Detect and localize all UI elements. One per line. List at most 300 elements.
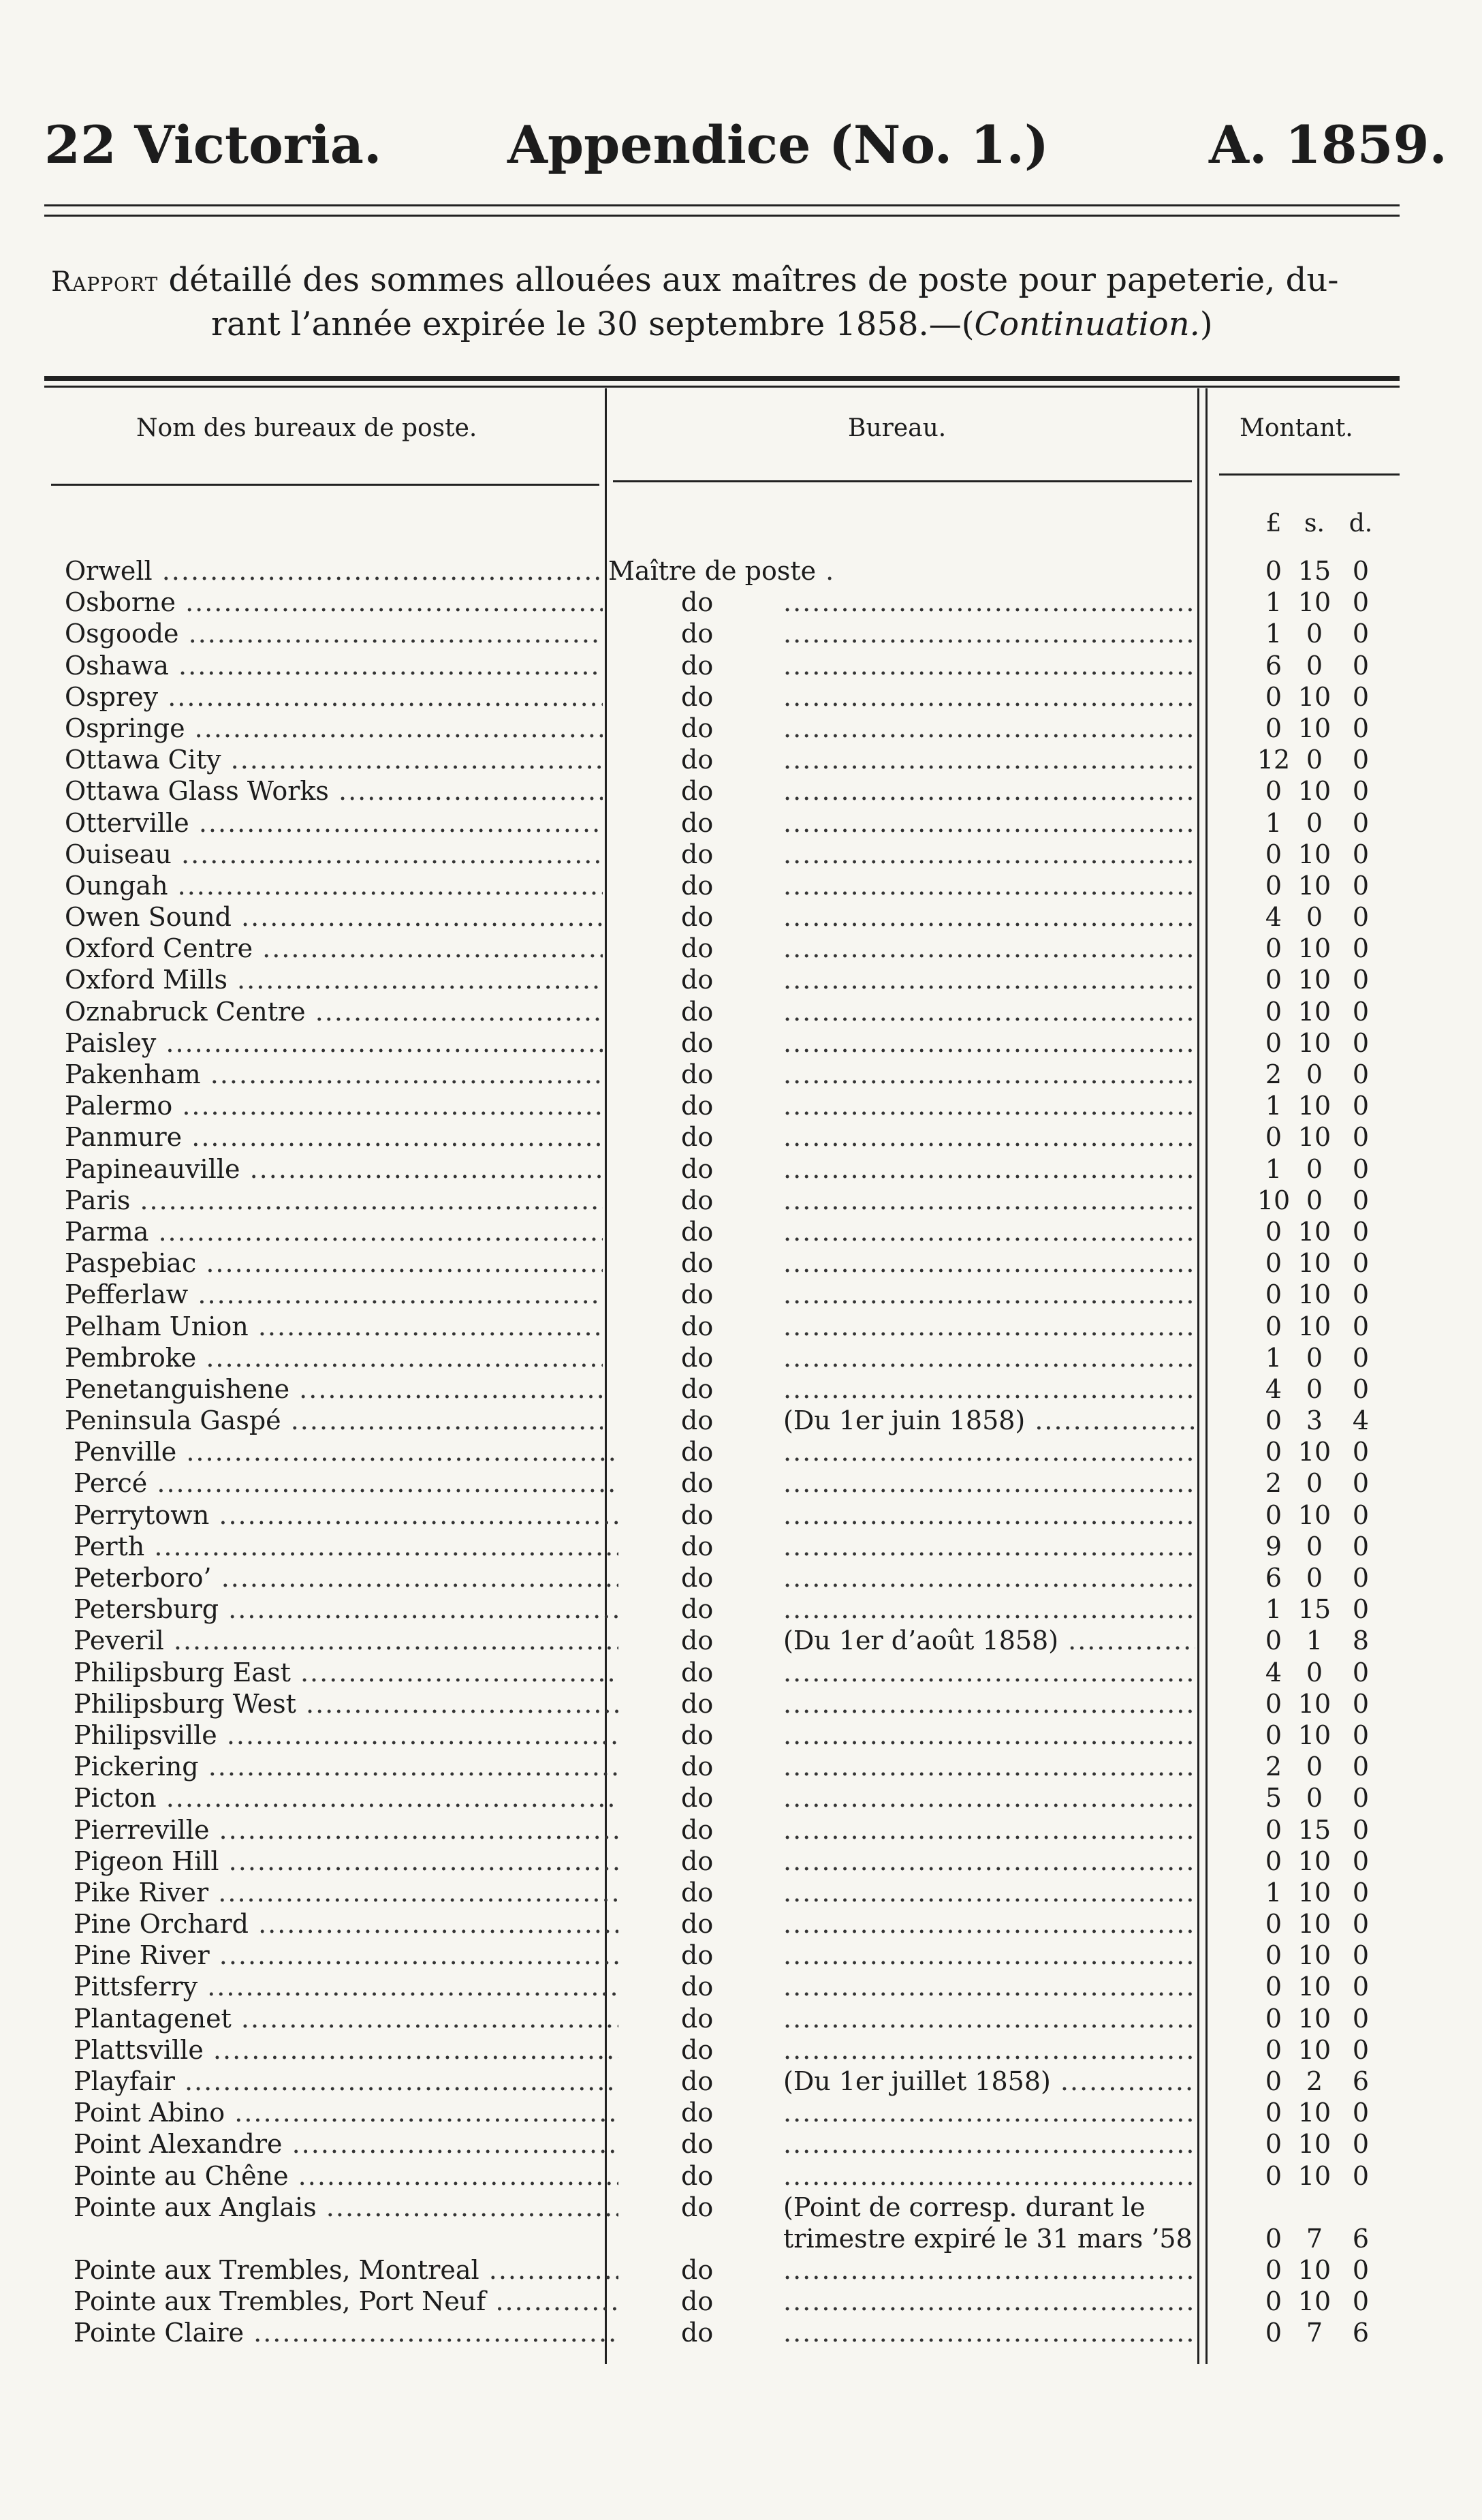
bureau-value: [681, 2192, 763, 2223]
table-row: [0, 1593, 1482, 1625]
pence-value: 0: [1352, 933, 1370, 964]
shillings-value: 0: [1306, 650, 1323, 681]
bureau-text: do: [681, 776, 714, 807]
pounds-value: 1: [1265, 1594, 1282, 1625]
title-line-2: rant l’année expirée le 30 septembre 1858.—(: [211, 305, 975, 343]
header-rule-top: [44, 204, 1400, 206]
pounds-value: 5: [1265, 1783, 1282, 1814]
pounds-value: 6: [1265, 650, 1282, 681]
bureau-note: [783, 1971, 1195, 2002]
table-row: [0, 839, 1482, 870]
bureau-note: [783, 964, 1195, 995]
bureau-value: [681, 1782, 763, 1814]
bureau-value: [681, 2128, 763, 2160]
table-body: [0, 555, 1482, 2348]
bureau-text: do: [681, 1216, 714, 1247]
office-name: [74, 2128, 618, 2160]
bureau-note: [783, 587, 1195, 618]
bureau-value: [681, 1971, 763, 2002]
bureau-note: [783, 870, 1195, 901]
bureau-text: do: [681, 1248, 714, 1279]
bureau-value: [681, 713, 763, 744]
table-row: [0, 1121, 1482, 1153]
pence-value: 0: [1352, 2098, 1370, 2128]
title-lead: Rapport: [51, 266, 159, 298]
bureau-value: [681, 650, 763, 681]
bureau-note: [783, 2286, 1195, 2317]
bureau-note: [783, 1688, 1195, 1720]
bureau-value: [681, 1279, 763, 1310]
table-row: [0, 1090, 1482, 1121]
bureau-value: [681, 1625, 763, 1656]
bureau-value: [681, 2254, 763, 2286]
office-name: [74, 2034, 618, 2066]
shillings-value: 10: [1297, 1311, 1331, 1341]
bureau-text: do: [681, 1153, 714, 1184]
office-name-text: Panmure: [65, 1122, 183, 1153]
office-name-text: Pickering: [74, 1752, 199, 1782]
bureau-note: [783, 1657, 1195, 1688]
table-row: [0, 1971, 1482, 2002]
bureau-value: [681, 1562, 763, 1593]
office-name-text: Oungah: [65, 870, 168, 901]
pounds-value: 0: [1265, 2160, 1282, 2191]
pence-value: 0: [1352, 1814, 1370, 1845]
bureau-value: [681, 901, 763, 933]
office-name-text: Ottawa City: [65, 745, 221, 775]
table-row: [0, 996, 1482, 1027]
pounds-value: 0: [1265, 870, 1282, 901]
bureau-text: do: [681, 2192, 714, 2222]
office-name-text: Pelham Union: [65, 1311, 249, 1341]
pounds-value: 0: [1265, 996, 1282, 1027]
pence-value: 0: [1352, 587, 1370, 618]
table-row: [0, 1247, 1482, 1279]
pence-value: 0: [1352, 1877, 1370, 1908]
pounds-value: 9: [1265, 1531, 1282, 1561]
pence-value: 0: [1352, 2003, 1370, 2034]
shillings-value: 10: [1297, 1940, 1331, 1971]
bureau-note: [783, 618, 1195, 649]
pounds-value: 0: [1265, 2254, 1282, 2285]
office-name-text: Peveril: [74, 1625, 164, 1656]
bureau-note: [783, 1436, 1195, 1467]
shillings-value: 10: [1297, 587, 1331, 618]
pence-value: 0: [1352, 902, 1370, 933]
bureau-value: [681, 1090, 763, 1121]
bureau-value: [681, 1342, 763, 1373]
office-name-text: Ouiseau: [65, 839, 172, 869]
office-name: [74, 1846, 618, 1877]
office-name-text: Pointe Claire: [74, 2318, 245, 2348]
pence-value: 0: [1352, 650, 1370, 681]
pounds-value: 0: [1265, 2223, 1282, 2254]
bureau-text: do: [681, 1437, 714, 1467]
title-close: ): [1199, 305, 1213, 343]
bureau-text: do: [681, 1499, 714, 1530]
bureau-note: [783, 2097, 1195, 2128]
office-name: [74, 1499, 618, 1531]
shillings-value: 10: [1297, 2003, 1331, 2034]
pounds-value: 1: [1265, 1091, 1282, 1121]
shillings-value: 10: [1297, 1091, 1331, 1121]
office-name: [74, 2160, 618, 2192]
pounds-value: 0: [1265, 933, 1282, 964]
pence-value: 0: [1352, 1752, 1370, 1782]
table-row: [0, 1782, 1482, 1814]
table-row: [0, 1027, 1482, 1059]
bureau-value: [681, 1027, 763, 1059]
bureau-note-text: (Point de corresp. durant le trimestre expiré le 31 mars ’58: [783, 2192, 1193, 2254]
bureau-text: do: [681, 2098, 714, 2128]
shillings-value: 15: [1297, 1814, 1331, 1845]
bureau-value: [681, 618, 763, 649]
bureau-value: [681, 681, 763, 713]
office-name: [65, 1373, 603, 1405]
bureau-text: do: [681, 2160, 714, 2191]
office-name-text: Oshawa: [65, 650, 169, 681]
office-name: [65, 964, 603, 995]
shillings-value: 10: [1297, 2034, 1331, 2065]
pounds-value: 0: [1265, 965, 1282, 995]
table-row: [0, 1059, 1482, 1090]
bureau-value: [608, 555, 833, 587]
office-name-text: Pointe aux Trembles, Montreal: [74, 2254, 479, 2285]
bureau-text: do: [681, 1563, 714, 1593]
table-row: [0, 1373, 1482, 1405]
office-name-text: Osgoode: [65, 619, 179, 649]
pounds-value: 0: [1265, 2129, 1282, 2160]
bureau-text: do: [681, 870, 714, 901]
office-name-text: Paris: [65, 1185, 131, 1215]
bureau-text: do: [681, 2254, 714, 2285]
shillings-value: 10: [1297, 1248, 1331, 1279]
table-rule-top-thick: [44, 376, 1400, 381]
year-label: A. 1859.: [1209, 114, 1447, 175]
office-name: [65, 839, 603, 870]
table-row: [0, 775, 1482, 807]
pounds-value: 1: [1265, 807, 1282, 838]
office-name: [65, 1153, 603, 1185]
office-name: [74, 1720, 618, 1751]
office-name: [74, 1751, 618, 1782]
office-name-text: Oxford Mills: [65, 965, 227, 995]
bureau-value: [681, 839, 763, 870]
table-row: [0, 1185, 1482, 1216]
bureau-note: [783, 1405, 1195, 1436]
shillings-value: 10: [1297, 681, 1331, 712]
bureau-text: do: [681, 1877, 714, 1908]
table-row: [0, 2003, 1482, 2034]
office-name: [65, 996, 603, 1027]
bureau-text: do: [681, 1625, 714, 1656]
table-row: [0, 2192, 1482, 2254]
pence-value: 0: [1352, 1846, 1370, 1876]
bureau-text: do: [681, 1311, 714, 1341]
office-name: [74, 1940, 618, 1971]
pounds-value: 1: [1265, 619, 1282, 649]
pence-value: 0: [1352, 1972, 1370, 2002]
office-name: [74, 1467, 618, 1499]
office-name: [74, 1814, 618, 1846]
bureau-value: [681, 964, 763, 995]
shillings-value: 10: [1297, 933, 1331, 964]
pence-value: 0: [1352, 2129, 1370, 2160]
bureau-value: [681, 1216, 763, 1247]
pence-value: 0: [1352, 1279, 1370, 1310]
office-name-text: Pierreville: [74, 1814, 210, 1845]
bureau-text: do: [681, 681, 714, 712]
office-name-text: Pittsferry: [74, 1972, 198, 2002]
table-row: [0, 870, 1482, 901]
office-name-text: Pointe aux Anglais: [74, 2192, 317, 2222]
pounds-value: 0: [1265, 1122, 1282, 1153]
pence-value: 0: [1352, 1688, 1370, 1719]
pounds-value: 0: [1265, 1216, 1282, 1247]
office-name: [74, 2286, 618, 2317]
bureau-value: [681, 1499, 763, 1531]
bureau-note: [783, 1059, 1195, 1090]
table-row: [0, 1657, 1482, 1688]
table-row: [0, 1531, 1482, 1562]
pounds-value: 12: [1257, 745, 1291, 775]
shillings-value: 0: [1306, 1531, 1323, 1561]
pence-value: 0: [1352, 1499, 1370, 1530]
bureau-note: [783, 650, 1195, 681]
pence-value: 0: [1352, 1373, 1370, 1404]
pence-value: 0: [1352, 1909, 1370, 1940]
office-name: [65, 681, 603, 713]
bureau-note: [783, 1216, 1195, 1247]
bureau-value: [681, 2317, 763, 2348]
office-name: [65, 1059, 603, 1090]
bureau-value: [681, 870, 763, 901]
shillings-value: 10: [1297, 996, 1331, 1027]
office-name: [65, 933, 603, 964]
pence-value: 6: [1352, 2318, 1370, 2348]
pence-value: 0: [1352, 996, 1370, 1027]
bureau-text: do: [681, 1405, 714, 1436]
bureau-note: [783, 1751, 1195, 1782]
bureau-text: do: [681, 650, 714, 681]
bureau-note: [783, 1279, 1195, 1310]
table-row: [0, 2128, 1482, 2160]
bureau-text: do: [681, 1783, 714, 1814]
office-name-text: Pike River: [74, 1877, 209, 1908]
office-name-text: Owen Sound: [65, 902, 232, 933]
office-name: [65, 1405, 603, 1436]
bureau-text: do: [681, 1940, 714, 1971]
pence-value: 0: [1352, 965, 1370, 995]
table-row: [0, 1625, 1482, 1656]
bureau-text: do: [681, 619, 714, 649]
head-underline-office: [51, 484, 599, 486]
bureau-note: [783, 681, 1195, 713]
bureau-text: do: [681, 933, 714, 964]
bureau-note: [783, 1121, 1195, 1153]
shillings-value: 0: [1306, 1059, 1323, 1089]
office-name-text: Ottawa Glass Works: [65, 776, 329, 807]
shillings-value: 10: [1297, 1216, 1331, 1247]
bureau-note: [783, 1185, 1195, 1216]
office-name: [65, 807, 603, 839]
office-name: [65, 870, 603, 901]
shillings-value: 0: [1306, 1657, 1323, 1687]
office-name: [65, 1247, 603, 1279]
pounds-value: 0: [1265, 1405, 1282, 1436]
table-row: [0, 2034, 1482, 2066]
shillings-value: 2: [1306, 2066, 1323, 2096]
pence-value: 0: [1352, 1468, 1370, 1499]
bureau-text: do: [681, 1814, 714, 1845]
pounds-value: 0: [1265, 1248, 1282, 1279]
bureau-note-text: (Du 1er juillet 1858): [783, 2066, 1051, 2096]
shillings-value: 10: [1297, 870, 1331, 901]
bureau-text: do: [681, 745, 714, 775]
bureau-note: [783, 1531, 1195, 1562]
office-name: [65, 555, 603, 587]
office-name-text: Orwell: [65, 556, 153, 586]
table-row: [0, 1751, 1482, 1782]
shillings-value: 10: [1297, 1437, 1331, 1467]
office-name: [65, 1342, 603, 1373]
pounds-value: 0: [1265, 776, 1282, 807]
bureau-value: [681, 996, 763, 1027]
pence-value: 6: [1352, 2223, 1370, 2254]
office-name-text: Peninsula Gaspé: [65, 1405, 281, 1436]
bureau-text: do: [681, 2129, 714, 2160]
office-name-text: Petersburg: [74, 1594, 219, 1625]
bureau-text: do: [681, 1720, 714, 1750]
bureau-text: do: [681, 1972, 714, 2002]
office-name: [65, 1121, 603, 1153]
bureau-note: [783, 2066, 1195, 2097]
report-title: [51, 259, 1400, 345]
shillings-value: 10: [1297, 839, 1331, 869]
bureau-text: do: [681, 902, 714, 933]
bureau-note: [783, 2317, 1195, 2348]
bureau-note: [783, 1499, 1195, 1531]
office-name-text: Penetanguishene: [65, 1373, 290, 1404]
bureau-text: do: [681, 2034, 714, 2065]
pounds-value: 1: [1265, 1877, 1282, 1908]
bureau-text: do: [681, 2286, 714, 2316]
bureau-value: [681, 1436, 763, 1467]
bureau-note: [783, 1908, 1195, 1940]
pounds-value: 0: [1265, 713, 1282, 743]
office-name: [65, 650, 603, 681]
bureau-value: [681, 1657, 763, 1688]
pounds-value: 1: [1265, 1153, 1282, 1184]
shillings-value: 0: [1306, 1563, 1323, 1593]
office-name-text: Osprey: [65, 681, 159, 712]
office-name: [74, 1436, 618, 1467]
table-row: [0, 1688, 1482, 1720]
bureau-note: [783, 1373, 1195, 1405]
table-row: [0, 933, 1482, 964]
shillings-value: 10: [1297, 776, 1331, 807]
pounds-value: 1: [1265, 1342, 1282, 1373]
pounds-value: 0: [1265, 1279, 1282, 1310]
pence-value: 0: [1352, 1091, 1370, 1121]
office-name-text: Parma: [65, 1216, 149, 1247]
bureau-text: do: [681, 1531, 714, 1561]
office-name-text: Percé: [74, 1468, 148, 1499]
table-row: [0, 1499, 1482, 1531]
pence-value: 0: [1352, 1594, 1370, 1625]
table-row: [0, 555, 1482, 587]
bureau-value: [681, 1593, 763, 1625]
office-name: [65, 744, 603, 775]
pence-value: 4: [1352, 1405, 1370, 1436]
shillings-value: 0: [1306, 1342, 1323, 1373]
pence-value: 0: [1352, 681, 1370, 712]
bureau-note: [783, 2160, 1195, 2192]
shillings-value: 15: [1297, 556, 1331, 586]
office-name-text: Osborne: [65, 587, 176, 618]
office-name-text: Pembroke: [65, 1342, 197, 1373]
shillings-value: 10: [1297, 2254, 1331, 2285]
office-name: [65, 713, 603, 744]
bureau-note: [783, 1814, 1195, 1846]
bureau-value: [681, 1846, 763, 1877]
bureau-note: [783, 1720, 1195, 1751]
pounds-value: 0: [1265, 556, 1282, 586]
bureau-text: do: [681, 1373, 714, 1404]
bureau-value: [681, 1531, 763, 1562]
bureau-text: do: [681, 1027, 714, 1058]
table-row: [0, 1436, 1482, 1467]
table-row: [0, 1877, 1482, 1908]
bureau-note: [783, 1593, 1195, 1625]
pounds-value: 0: [1265, 1720, 1282, 1750]
office-name: [65, 775, 603, 807]
bureau-note: [783, 2034, 1195, 2066]
bureau-text: do: [681, 1846, 714, 1876]
pounds-value: 0: [1265, 2066, 1282, 2096]
table-row: [0, 1467, 1482, 1499]
pounds-value: 2: [1265, 1468, 1282, 1499]
bureau-value: [681, 744, 763, 775]
pence-value: 0: [1352, 870, 1370, 901]
office-name-text: Plantagenet: [74, 2003, 232, 2034]
table-row: [0, 1846, 1482, 1877]
head-underline-bureau: [613, 480, 1192, 482]
table-row: [0, 713, 1482, 744]
pounds-value: 0: [1265, 1846, 1282, 1876]
bureau-value: [681, 933, 763, 964]
pounds-value: 0: [1265, 2034, 1282, 2065]
office-name: [65, 587, 603, 618]
bureau-text: do: [681, 807, 714, 838]
office-name-text: Paspebiac: [65, 1248, 197, 1279]
column-header-bureau: Bureau.: [848, 414, 947, 442]
bureau-text: do: [681, 1468, 714, 1499]
office-name-text: Pefferlaw: [65, 1279, 189, 1310]
office-name-text: Pigeon Hill: [74, 1846, 219, 1876]
bureau-text: do: [681, 1185, 714, 1215]
pounds-value: 0: [1265, 2003, 1282, 2034]
office-name-text: Penville: [74, 1437, 177, 1467]
shillings-value: 10: [1297, 965, 1331, 995]
office-name-text: Oxford Centre: [65, 933, 253, 964]
bureau-note: [783, 1625, 1195, 1656]
pence-value: 6: [1352, 2066, 1370, 2096]
office-name-text: Peterboro’: [74, 1563, 212, 1593]
office-name: [74, 2097, 618, 2128]
pence-value: 0: [1352, 713, 1370, 743]
pence-value: 0: [1352, 1437, 1370, 1467]
